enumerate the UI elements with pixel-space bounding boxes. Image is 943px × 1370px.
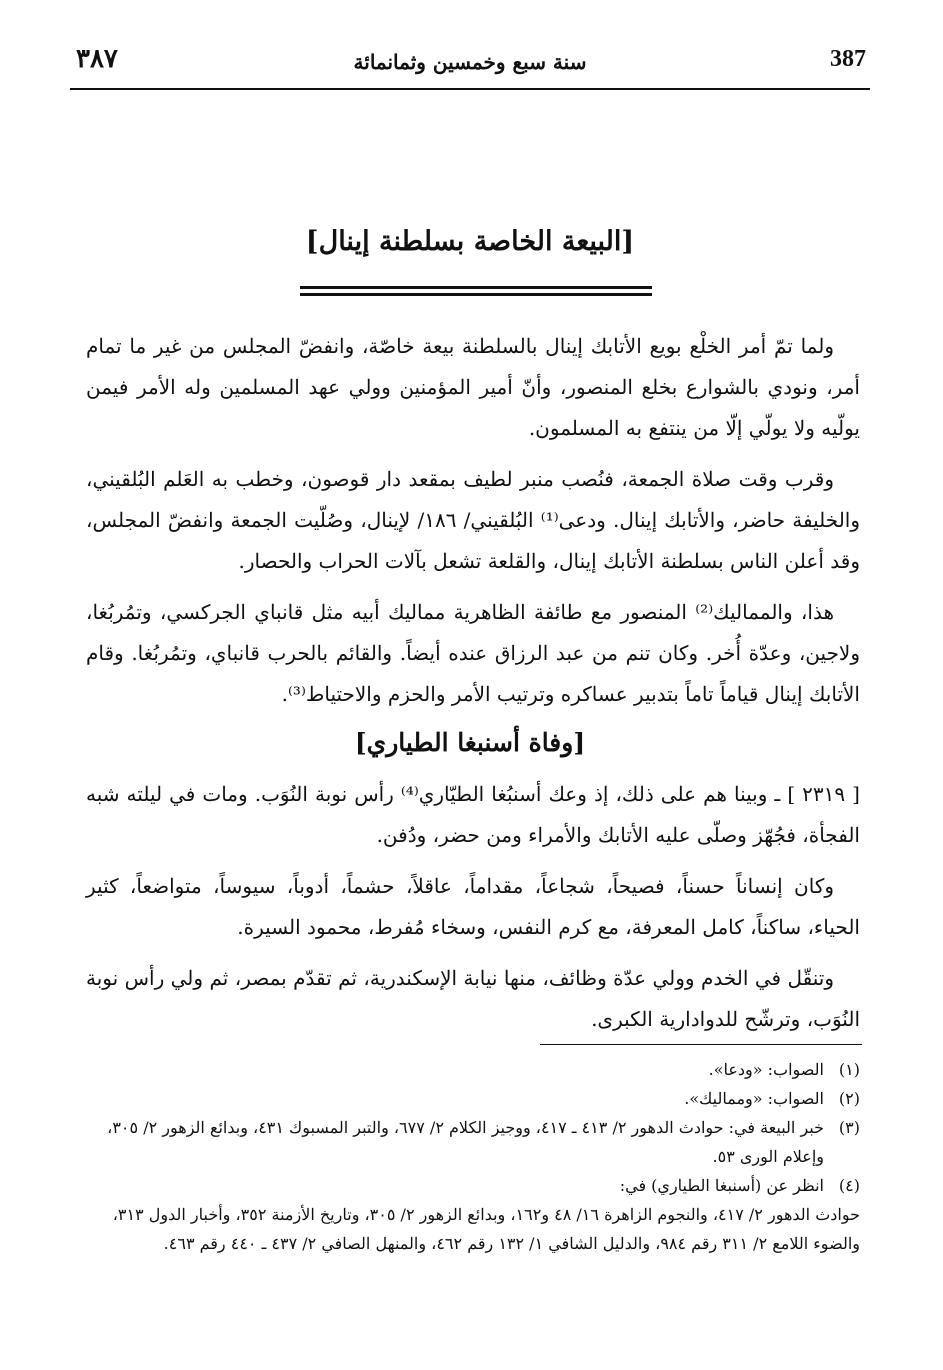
footnote-text: الصواب: «ومماليك». [684,1089,824,1108]
paragraph: ولما تمّ أمر الخلْع بويع الأتابك إينال بالسلطنة بيعة خاصّة، وانفضّ المجلس من غير ما تمام أمر، ونودي بالشوارع بخلع المنصور، وأنّ أمير المؤمنين وولي عهد المسلمين وله الأمر فيمن يولّيه ولا يولّي إلّا من ينتفع به المسلمون. [86,334,860,440]
section-body-bay-a [86,326,860,725]
footnote-text: انظر عن (أسنبغا الطياري) في: [619,1176,824,1195]
footnote-continuation: حوادث الدهور ٢/ ٤١٧، والنجوم الزاهرة ١٦/ ٤٨ و١٦٢، وبدائع الزهور ٢/ ٣٠٥، وتاريخ الأزمنة ٣٥٢، وأخبار الدول ٣١٣، والضوء اللامع ٢/ ٣١١ رقم ٩٨٤، والدليل الشافي ١/ ١٣٢ رقم ٤٦٢، والمنهل الصافي ٢/ ٤٣٧ ـ ٤٤٠ رقم ٤٦٣. [112,1205,860,1253]
footnote [86,1171,860,1200]
page-number-arabic: ٣٨٧ [76,44,118,74]
entry-paragraph: [ ٢٣١٩ ] ـ وبينا هم على ذلك، إذ وعك أسنبُغا الطيّاري⁽⁴⁾ رأس نوبة النُوَب. ومات في ليلته شبه الفجأة، فجُهّز وصلّى عليه الأتابك والأمراء ومن حضر، ودُفن. [86,782,860,847]
footnote-number: (٣) [838,1118,860,1137]
footnote [86,1055,860,1084]
section-title-obituary: [وفاة أسنبغا الطياري] [354,728,586,757]
footnote-number: (٢) [838,1089,860,1108]
header-rule [70,88,870,90]
page-number-latin: 387 [830,46,866,72]
running-title: سنة سبع وخمسين وثمانمائة [353,50,587,74]
footnote [86,1084,860,1113]
section-body-obituary [86,774,860,1050]
title-rule-bottom [300,293,652,296]
footnote-text: خبر البيعة في: حوادث الدهور ٢/ ٤١٣ ـ ٤١٧، ووجيز الكلام ٢/ ٦٧٧، والتبر المسبوك ٤٣١، وبدائع الزهور ٢/ ٣٠٥، وإعلام الورى ٥٣. [107,1118,824,1166]
footnote-separator [540,1044,862,1045]
footnotes [86,1055,860,1258]
footnote-text: الصواب: «ودعا». [708,1060,824,1079]
footnote-number: (٤) [838,1176,860,1195]
paragraph: وقرب وقت صلاة الجمعة، فنُصب منبر لطيف بمقعد دار قوصون، وخطب به العَلم البُلقيني، والخليفة حاضر، والأتابك إينال. ودعى⁽¹⁾ البُلقيني/ ١٨٦/ لإينال، وصُلّيت الجمعة وانفضّ المجلس، وقد أعلن الناس بسلطنة الأتابك إينال، والقلعة تشعل بآلات الحراب والحصار. [86,467,861,573]
footnote [86,1113,860,1171]
paragraph: وكان إنساناً حسناً، فصيحاً، شجاعاً، مقداماً، عاقلاً، حشماً، أدوباً، سيوساً، متواضعاً، كثير الحياء، ساكناً، كامل المعرفة، مع كرم النفس، وسخاء مُفرط، محمود السيرة. [86,874,860,939]
paragraph: وتنقّل في الخدم وولي عدّة وظائف، منها نيابة الإسكندرية، ثم تقدّم بمصر، ثم ولي رأس نوبة النُوَب، وترشّح للدوادارية الكبرى. [86,966,860,1031]
page-header [70,44,870,84]
section-title-bay-a: [البيعة الخاصة بسلطنة إينال] [305,226,635,257]
title-rule-top [300,286,652,289]
footnote-number: (١) [838,1060,860,1079]
paragraph: هذا، والمماليك⁽²⁾ المنصور مع طائفة الظاهرية مماليك أبيه مثل قانباي الجركسي، وتمُربُغا، ولاجين، وعدّة أُخر. وكان تنم من عبد الرزاق عنده أيضاً. والقائم بالحرب قانباي، وتمُربُغا. وقام الأتابك إينال قياماً تاماً بتدبير عساكره وترتيب الأمر والحزم والاحتياط⁽³⁾. [86,600,860,706]
